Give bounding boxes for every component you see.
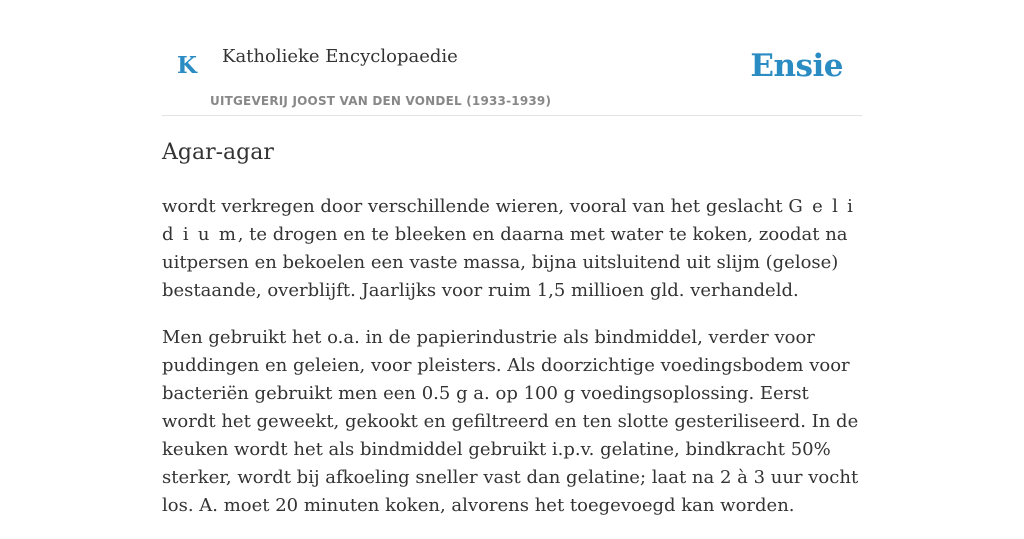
paragraph-text: wordt verkregen door verschillende wieren, vooral van het geslacht (162, 196, 789, 217)
publisher-label: UITGEVERIJ JOOST VAN DEN VONDEL (1933-1939) (210, 94, 552, 108)
book-title-link[interactable]: Katholieke Encyclopaedie (222, 46, 458, 67)
book-header (162, 0, 862, 116)
paragraph-text: , te drogen en te bleeken en daarna met water te koken, zoodat na uitpersen en bekoelen een vaste massa, bijna uitsluitend uit slijm (gelose) bestaande, overblijft. Jaarlijks voor ruim 1,5 millioen gld. verhandeld. (162, 224, 848, 301)
entry-title: Agar-agar (162, 140, 274, 165)
entry-paragraph-1 (162, 193, 862, 305)
entry-paragraph-2: Men gebruikt het o.a. in de papierindustrie als bindmiddel, verder voor puddingen en geleien, voor pleisters. Als doorzichtige voedingsbodem voor bacteriën gebruikt men een 0.5 g a. op 100 g voedingsoplossing. Eerst wordt het geweekt, gekookt en gefiltreerd en ten slotte gesteriliseerd. In de keuken wordt het als bindmiddel gebruikt i.p.v. gelatine, bindkracht 50% sterker, wordt bij afkoeling sneller vast dan gelatine; laat na 2 à 3 uur vocht los. A. moet 20 minuten koken, alvorens het toegevoegd kan worden. (162, 327, 859, 516)
book-logo[interactable]: K (177, 52, 197, 79)
page (162, 0, 862, 516)
entry-content (162, 193, 862, 539)
ensie-logo-link[interactable]: Ensie (750, 48, 843, 84)
genus-emphasis: G e l i d i u m (162, 196, 855, 245)
